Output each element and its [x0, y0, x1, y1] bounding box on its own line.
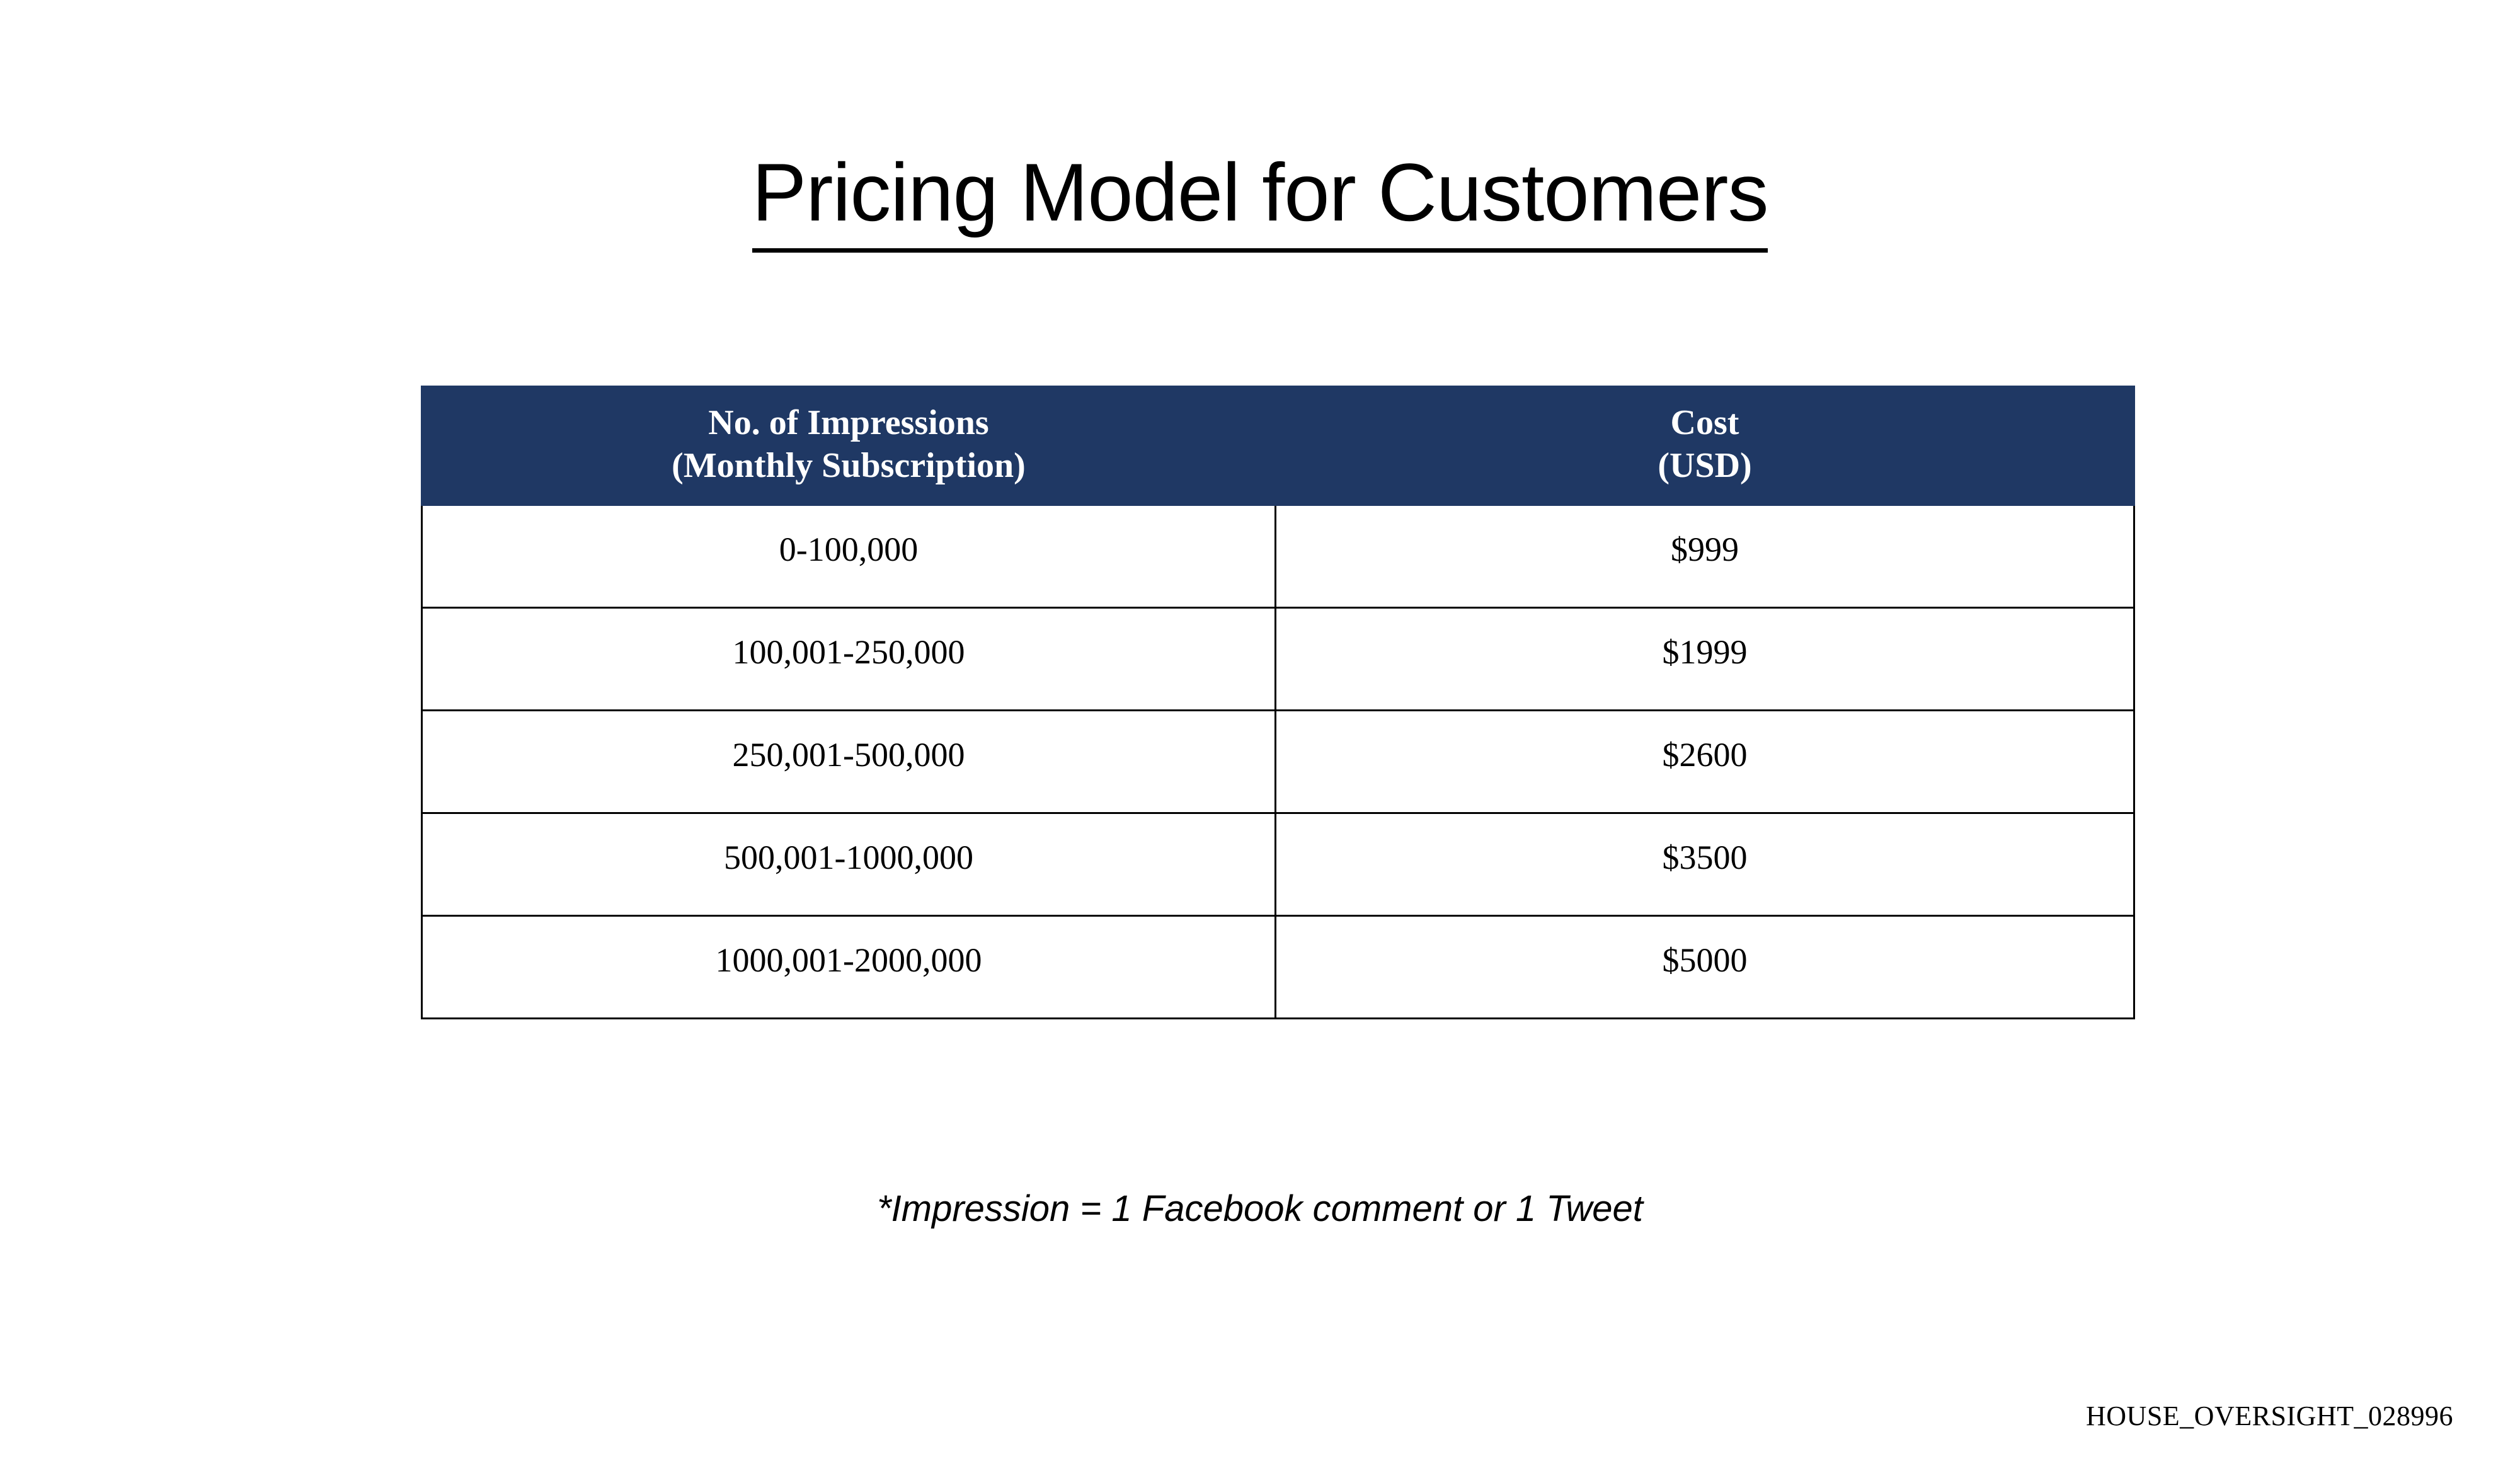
cell-cost — [1276, 710, 2134, 813]
cell-impressions-text: 250,001-500,000 — [732, 735, 965, 774]
column-header-impressions-line1: No. of Impressions — [708, 403, 989, 442]
cell-cost-text: $999 — [1671, 530, 1739, 568]
cell-cost — [1276, 607, 2134, 710]
cell-impressions-text: 100,001-250,000 — [732, 633, 965, 671]
column-header-cost — [1276, 387, 2134, 505]
column-header-cost-line1: Cost — [1670, 403, 1739, 442]
table-row — [422, 505, 2134, 607]
table-row — [422, 710, 2134, 813]
table-header — [422, 387, 2134, 505]
table-body — [422, 505, 2134, 1018]
cell-cost-text: $3500 — [1662, 838, 1748, 876]
page-title-text: Pricing Model for Customers — [752, 146, 1768, 253]
cell-cost — [1276, 813, 2134, 915]
column-header-cost-line2: (USD) — [1658, 446, 1752, 486]
document-bates-stamp: HOUSE_OVERSIGHT_028996 — [2086, 1401, 2453, 1431]
table-header-row — [422, 387, 2134, 505]
cell-impressions — [422, 813, 1276, 915]
cell-cost-text: $1999 — [1662, 633, 1748, 671]
column-header-impressions — [422, 387, 1276, 505]
cell-impressions — [422, 607, 1276, 710]
cell-cost — [1276, 915, 2134, 1018]
cell-impressions — [422, 915, 1276, 1018]
cell-impressions-text: 500,001-1000,000 — [724, 838, 973, 876]
pricing-table — [421, 386, 2135, 1019]
cell-impressions-text: 0-100,000 — [779, 530, 919, 568]
cell-impressions-text: 1000,001-2000,000 — [715, 941, 982, 979]
table-row — [422, 813, 2134, 915]
cell-impressions — [422, 505, 1276, 607]
footnote: *Impression = 1 Facebook comment or 1 Tweet — [877, 1188, 1643, 1229]
cell-cost-text: $5000 — [1662, 941, 1748, 979]
table-row — [422, 607, 2134, 710]
page-title — [0, 145, 2520, 239]
table-row — [422, 915, 2134, 1018]
column-header-impressions-line2: (Monthly Subscription) — [672, 446, 1026, 486]
cell-cost — [1276, 505, 2134, 607]
cell-cost-text: $2600 — [1662, 735, 1748, 774]
cell-impressions — [422, 710, 1276, 813]
